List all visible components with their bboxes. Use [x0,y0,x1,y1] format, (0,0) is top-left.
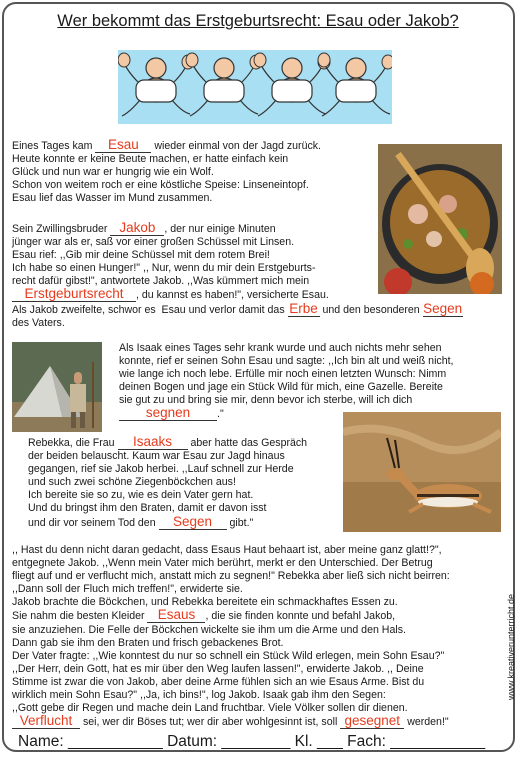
answer-esau: Esau [108,137,139,152]
answer-esaus: Esaus [157,607,196,623]
answer-verflucht: Verflucht [19,713,73,729]
page-title: Wer bekommt das Erstgeburtsrecht: Esau oder Jakob? [57,12,459,30]
gazelle-photo [343,412,501,532]
answer-segen-2: Segen [173,513,213,529]
paragraph-3: Als Isaak eines Tages sehr krank wurde und auch nichts mehr sehen konnte, rief er seinen Sohn Esau und sagte: ,,Ich bin alt und weiß nicht, wie lange ich noch lebe. Erfülle mir noch einen letzten Wunsch: Nimm deinen Bogen und jage ein Stück Wild für mich, eine Gazelle. Bereite sie gut zu und bring sie mir, denn bevor ich sterbe, will ich dich segnen ." [119,342,454,421]
answer-segen-1: Segen [423,300,463,316]
paragraph-4: Rebekka, die Frau Isaaks aber hatte das Gespräch der beiden belauscht. Kaum war Esau zur Jagd hinaus gegangen, rief sie Jakob herbei. ,,Lauf schnell zur Herde und such zwei schöne Ziegenböckchen aus! Ich bereite sie so zu, wie es dein Vater gern hat. Und du bringst ihm den Braten, damit er davon isst und dir vor seinem Tod den Segen gibt." [28,434,308,529]
nomad-tent-photo [12,342,102,432]
paragraph-1: Eines Tages kam Esau wieder einmal von der Jagd zurück. Heute konnte er keine Beute machen, er hatte einfach kein Glück und nun war er hungrig wie ein Wolf. Schon von weitem roch er eine köstliche Speise: Linseneintopf. Esau lief das Wasser im Mund zusammen. [12,137,322,205]
answer-erstgeburtsrecht: Erstgeburtsrecht [24,286,124,302]
answer-segnen: segnen [145,405,191,421]
paragraph-2: Sein Zwillingsbruder Jakob , der nur einige Minuten jünger war als er, saß vor einer großen Schüssel mit Linsen. Esau rief: ,,Gib mir deine Schüssel mit dem rotem Brei! Ich habe so einen Hunger!" ,, Nur, wenn du mir dein Erstgeburts- recht dafür gibst!", antwortete Jakob. ,,Was kümmert mich mein Erstgeburtsrecht , du kannst es haben!", versicherte Esau. Als Jakob zweifelte, schwor es Esau und verlor damit das Erbe und den besonderen Segen des Vaters. [12,220,463,329]
twin-babies-illustration [118,50,392,124]
answer-jakob: Jakob [119,220,156,235]
footer-name-date-fields: Name: ___________ Datum: ________ Kl. ___ Fach: ___________ [18,733,486,750]
answer-erbe: Erbe [289,300,318,316]
answer-gesegnet: gesegnet [344,713,401,729]
paragraph-5: ,, Hast du denn nicht daran gedacht, dass Esaus Haut behaart ist, aber meine ganz glatt!?", entgegnete Jakob. ,,Wenn mein Vater mich berührt, merkt er den Unterschied. Der Betrug fliegt auf und er verflucht mich, anstatt mich zu segnen!" Rebekka aber ließ sich nicht beirren: ,,Dann soll der Fluch mich treffen!", erwiderte sie. Jakob brachte die Böckchen, und Rebekka bereitete ein schmackhaftes Essen zu. Sie nahm die besten Kleider Esaus , die sie finden konnte und befahl Jakob, sie anzuziehen. Die Felle der Böckchen wickelte sie ihm um die Arme und den Hals. Dann gab sie ihm den Braten und frisch gebackenes Brot. Der Vater fragte: ,,Wie konntest du nur so schnell ein Stück Wild erlegen, mein Sohn Esau?" ,,Der Herr, dein Gott, hat es mir über den Weg laufen lassen!", erwiderte Jakob. ,, Deine Stimme ist zwar die von Jakob, aber deine Arme fühlen sich an wie Esaus Arme. Bist du wirklich mein Sohn Esau?" ,,Ja, ich bins!", log Jakob. Isaak gab ihm den Segen: ,,Gott gebe dir Regen und mache dein Land fruchtbar. Viele Völker sollen dir dienen. Verflucht sei, wer dir Böses tut; wer dir aber wohlgesinnt ist, soll gesegnet werden!" [12,544,450,729]
answer-isaaks: Isaaks [133,434,173,449]
website-credit: www.kreativerunterricht.de [506,593,516,700]
